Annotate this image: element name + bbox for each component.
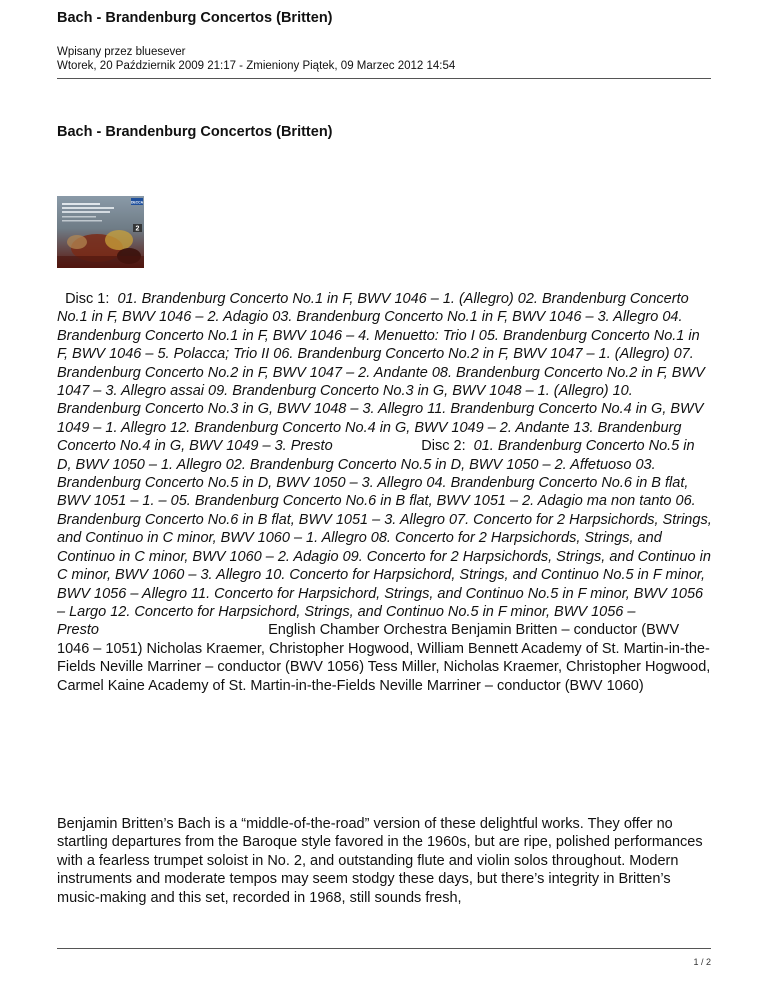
disc2-label: Disc 2: bbox=[421, 438, 466, 455]
footer-divider bbox=[57, 948, 711, 949]
author-line: Wpisany przez bluesever bbox=[57, 46, 186, 58]
page-number: 1 / 2 bbox=[693, 957, 711, 967]
album-cover-image bbox=[57, 196, 144, 268]
review-paragraph: Benjamin Britten’s Bach is a “middle-of-the-road” version of these delightful works. They offer no startling departures from the Baroque style favored in the 1960s, but are ripe, polished performances with a fearless trumpet soloist in No. 2, and outstanding flute and violin solos throughout. Modern instruments and moderate tempos may seem stodgy these days, but there’s integrity in Britten’s music-making and this set, recorded in 1968, still sounds fresh, bbox=[57, 816, 703, 906]
document-header-title: Bach - Brandenburg Concertos (Britten) bbox=[57, 10, 333, 26]
disc1-tracks: 01. Brandenburg Concerto No.1 in F, BWV 1046 – 1. (Allegro) 02. Brandenburg Concerto No.1 in F, BWV 1046 – 2. Adagio 03. Brandenburg Concerto No.1 in F, BWV 1046 – 3. Allegro 04. Brandenburg Concerto No.1 in F, BWV 1046 – 4. Menuetto: Trio I 05. Brandenburg Concerto No.1 in F, BWV 1046 – 5. Polacca; Trio II 06. Brandenburg Concerto No.2 in F, BWV 1047 – 1. (Allegro) 07. Brandenburg Concerto No.2 in F, BWV 1047 – 2. Andante 08. Brandenburg Concerto No.2 in F, BWV 1047 – 3. Allegro assai 09. Brandenburg Concerto No.3 in G, BWV 1048 – 1. (Allegro) 10. Brandenburg Concerto No.3 in G, BWV 1048 – 3. Allegro 11. Brandenburg Concerto No.4 in G, BWV 1049 – 1. Allegro 12. Brandenburg Concerto No.4 in G, BWV 1049 – 2. Andante 13. Brandenburg Concerto No.4 in G, BWV 1049 – 3. Presto bbox=[57, 291, 705, 455]
cover-disc-badge: 2 bbox=[135, 225, 140, 233]
disc2-tracks: 01. Brandenburg Concerto No.5 in D, BWV 1050 – 1. Allegro 02. Brandenburg Concerto No.5 in D, BWV 1050 – 2. Affetuoso 03. Brandenburg Concerto No.5 in D, BWV 1050 – 3. Allegro 04. Brandenburg Concerto No.6 in B flat, BWV 1051 – 1. – 05. Brandenburg Concerto No.6 in B flat, BWV 1051 – 2. Adagio ma non tanto 06. Brandenburg Concerto No.6 in B flat, BWV 1051 – 3. Allegro 07. Concerto for 2 Harpsichords, Strings, and Continuo in C minor, BWV 1060 – 1. Allegro 08. Concerto for 2 Harpsichords, Strings, and Continuo in C minor, BWV 1060 – 2. Adagio 09. Concerto for 2 Harpsichords, Strings, and Continuo in C minor, BWV 1060 – 3. Allegro 10. Concerto for Harpsichord, Strings, and Continuo No.5 in F minor, BWV 1056 – Allegro 11. Concerto for Harpsichord, Strings, and Continuo No.5 in F minor, BWV 1056 – Largo 12. Concerto for Harpsichord, Strings, and Continuo No.5 in F minor, BWV 1056 – Presto bbox=[57, 438, 712, 639]
tracklist bbox=[57, 290, 713, 695]
header-divider bbox=[57, 78, 711, 79]
performer-credits: English Chamber Orchestra Benjamin Britten – conductor (BWV 1046 – 1051) Nicholas Kraemer, Christopher Hogwood, William Bennett Academy of St. Martin-in-the-Fields Neville Marriner – conductor (BWV 1056) Tess Miller, Nicholas Kraemer, Christopher Hogwood, Carmel Kaine Academy of St. Martin-in-the-Fields Neville Marriner – conductor (BWV 1060) bbox=[57, 622, 711, 694]
date-line: Wtorek, 20 Październik 2009 21:17 - Zmieniony Piątek, 09 Marzec 2012 14:54 bbox=[57, 60, 456, 72]
document-header-meta bbox=[57, 45, 455, 73]
cover-brand-text: DECCA bbox=[130, 200, 144, 205]
article-title: Bach - Brandenburg Concertos (Britten) bbox=[57, 124, 333, 140]
disc1-label: Disc 1: bbox=[65, 291, 110, 307]
